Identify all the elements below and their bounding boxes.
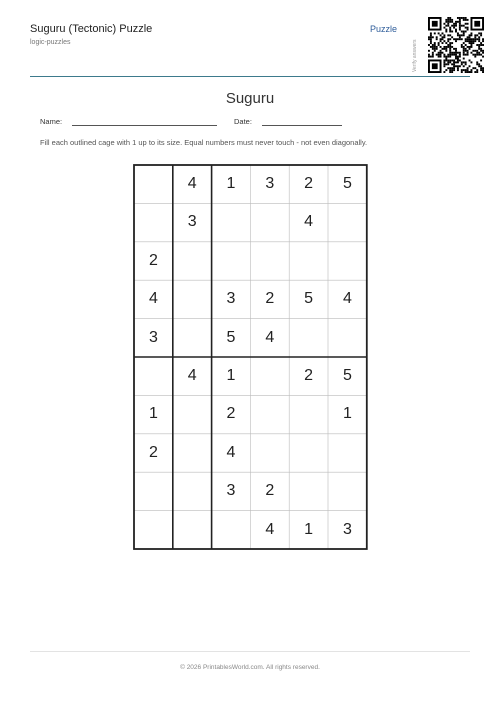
grid-cell: 4 xyxy=(226,443,236,461)
grid-cell[interactable] xyxy=(134,472,173,510)
grid-cell[interactable] xyxy=(212,511,251,549)
grid-cell: 5 xyxy=(342,175,352,192)
grid-cell: 4 xyxy=(304,213,314,231)
grid-cell[interactable] xyxy=(173,434,212,472)
grid-cell: 2 xyxy=(148,443,158,461)
header-subtitle: logic-puzzles xyxy=(30,39,71,46)
date-label: Date: xyxy=(234,117,252,126)
grid-cell: 3 xyxy=(148,328,158,346)
grid-cell[interactable] xyxy=(173,280,212,318)
grid-cell: 1 xyxy=(226,367,236,384)
footer-copyright: © 2026 PrintablesWorld.com. All rights reserved. xyxy=(180,664,320,671)
grid-cell[interactable] xyxy=(250,242,289,280)
grid-cell: 2 xyxy=(304,175,314,192)
grid-cell[interactable] xyxy=(134,357,173,395)
puzzle-type-link[interactable]: Puzzle xyxy=(370,24,398,34)
verify-answers-label: Verify answers xyxy=(412,39,418,72)
grid-cell[interactable] xyxy=(289,319,328,357)
grid-cell[interactable] xyxy=(250,434,289,472)
grid-cell[interactable] xyxy=(173,242,212,280)
grid-cell: 2 xyxy=(226,405,236,423)
grid-cell: 1 xyxy=(304,520,314,538)
grid-cell[interactable] xyxy=(328,434,367,472)
grid-cell[interactable] xyxy=(250,395,289,433)
header-title: Suguru (Tectonic) Puzzle xyxy=(30,23,153,35)
grid-cell[interactable] xyxy=(134,511,173,549)
name-label: Name: xyxy=(40,117,63,126)
grid-cell[interactable] xyxy=(134,165,173,203)
grid-cell[interactable] xyxy=(328,203,367,241)
grid-cell[interactable] xyxy=(250,203,289,241)
grid-cell: 4 xyxy=(265,520,275,538)
grid-cell[interactable] xyxy=(289,242,328,280)
grid-cell: 4 xyxy=(342,290,352,308)
puzzle-title: Suguru xyxy=(225,90,275,107)
grid-cell: 4 xyxy=(148,290,158,308)
grid-cell: 1 xyxy=(342,405,352,423)
grid-cell: 4 xyxy=(187,367,197,384)
grid-cell[interactable] xyxy=(173,511,212,549)
grid-cell: 3 xyxy=(342,520,352,538)
grid-cell[interactable] xyxy=(328,319,367,357)
grid-cell: 5 xyxy=(226,328,236,346)
footer-divider xyxy=(30,651,470,652)
grid-cell[interactable] xyxy=(173,472,212,510)
grid-cell: 2 xyxy=(304,367,314,384)
grid-cell: 5 xyxy=(304,290,314,308)
grid-cell[interactable] xyxy=(173,319,212,357)
grid-cell: 4 xyxy=(187,175,197,192)
instructions: Fill each outlined cage with 1 up to its size. Equal numbers must never touch - not even diagonally. xyxy=(40,138,368,147)
grid-cell[interactable] xyxy=(289,472,328,510)
grid-cell[interactable] xyxy=(328,472,367,510)
grid-cell: 3 xyxy=(265,175,275,192)
grid-cell: 1 xyxy=(226,175,236,192)
grid-cell: 5 xyxy=(342,367,352,384)
grid-cell[interactable] xyxy=(173,395,212,433)
grid-cell: 3 xyxy=(187,213,197,231)
grid-cell: 4 xyxy=(265,328,275,346)
grid-cell[interactable] xyxy=(212,242,251,280)
grid-cell[interactable] xyxy=(328,242,367,280)
grid-cell: 1 xyxy=(148,405,158,423)
grid-cell: 3 xyxy=(226,290,236,308)
grid-cell: 3 xyxy=(226,482,236,500)
grid-cell[interactable] xyxy=(212,203,251,241)
grid-cell: 2 xyxy=(265,290,275,308)
grid-cell[interactable] xyxy=(250,357,289,395)
grid-cell[interactable] xyxy=(289,434,328,472)
grid-cell: 2 xyxy=(148,251,158,269)
grid-cell[interactable] xyxy=(134,203,173,241)
grid-cell[interactable] xyxy=(289,395,328,433)
grid-cell: 2 xyxy=(265,482,275,500)
